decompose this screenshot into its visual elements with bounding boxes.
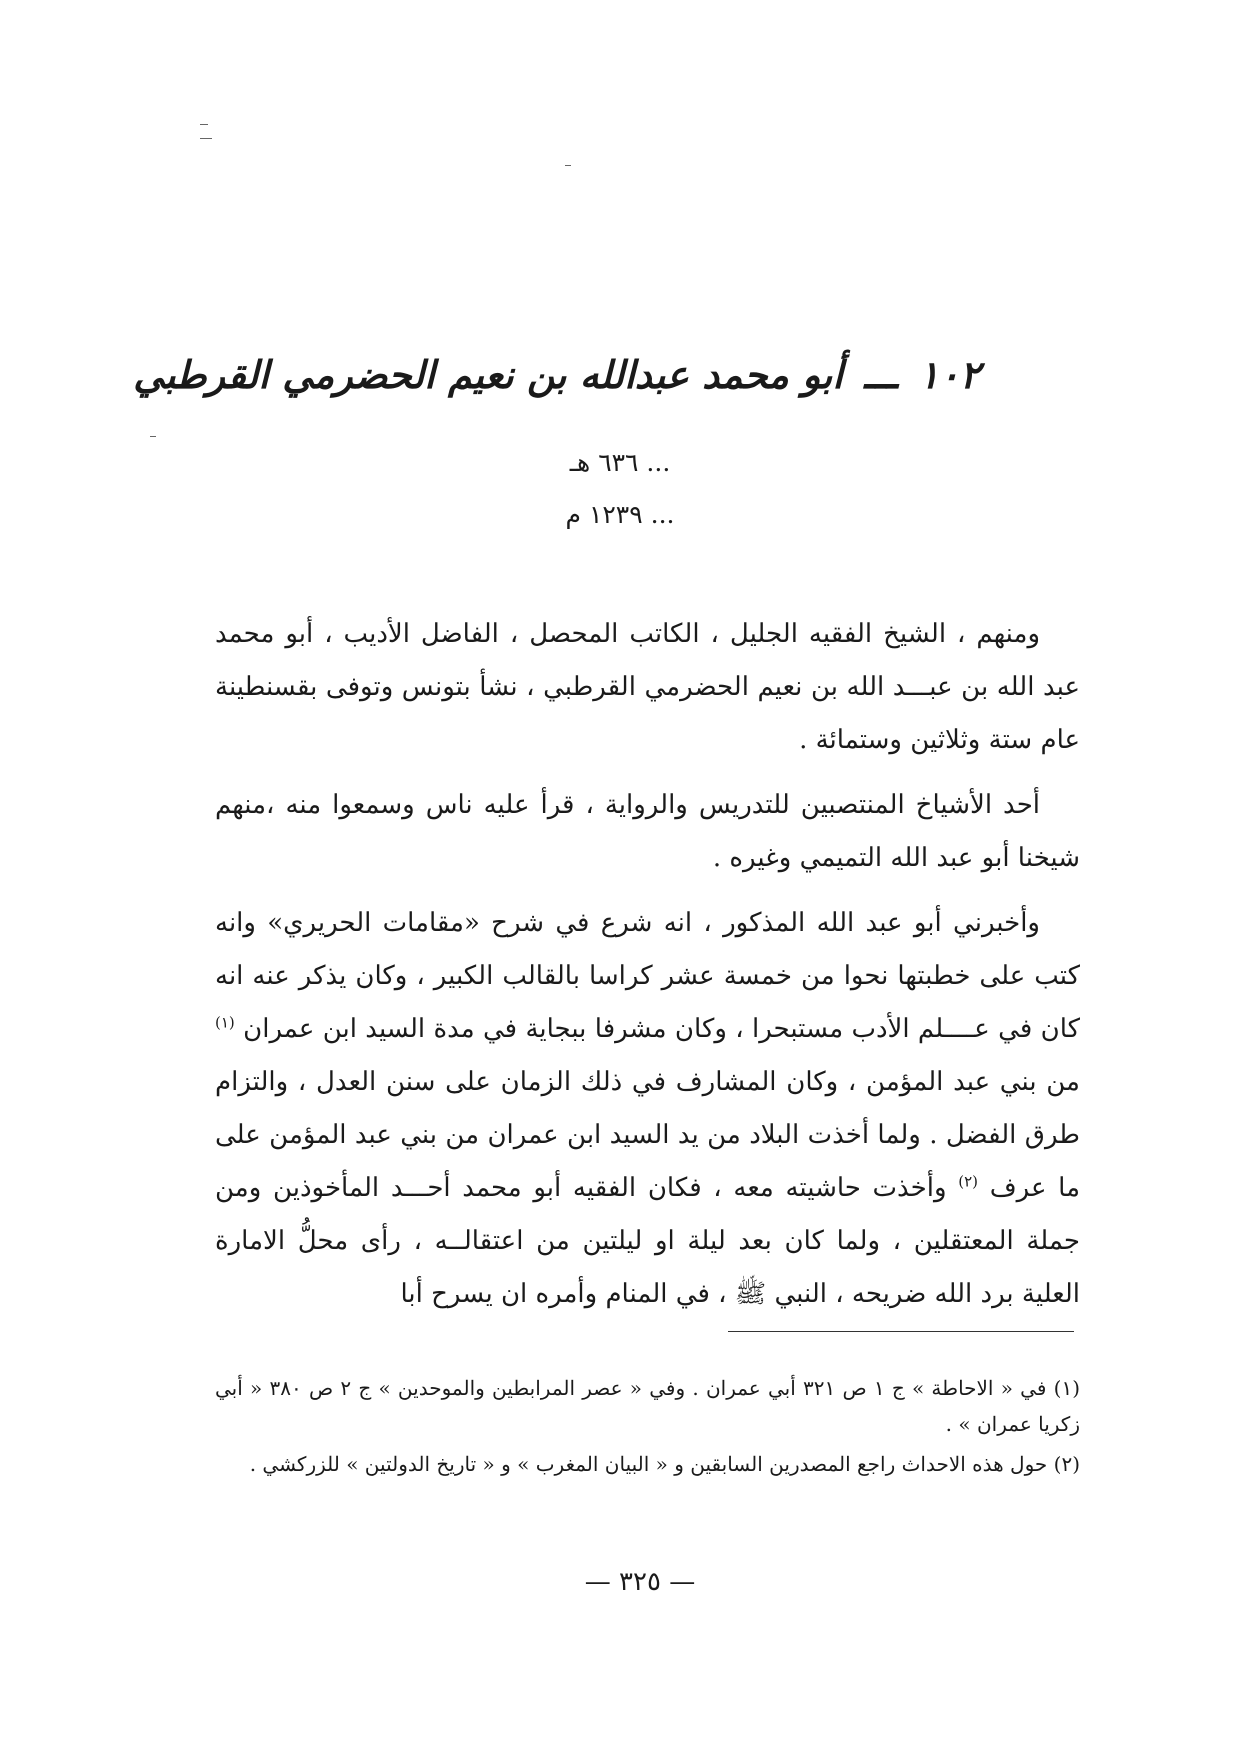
footnotes: [215, 1370, 1080, 1486]
paragraph-text: وأخبرني أبو عبد الله المذكور ، انه شرع في شرح «مقامات الحريري» وانه كتب على خطبتها نحوا من خمسة عشر كراسا بالقالب الكبير ، وكان يذكر عنه انه كان في عــــلم الأدب مستبحرا ، وكان مشرفا ببجاية في مدة السيد ابن عمران: [215, 908, 1081, 1044]
entry-heading: [133, 352, 980, 398]
footnote-ref-2: (٢): [958, 1172, 978, 1191]
entry-name: أبو محمد عبدالله بن نعيم الحضرمي القرطبي: [133, 352, 843, 397]
heading-dash: ـــ: [864, 352, 898, 397]
paragraph: أحد الأشياخ المنتصبين للتدريس والرواية ، قرأ عليه ناس وسمعوا منه ،منهم شيخنا أبو عبد الله التميمي وغيره .: [215, 790, 1080, 873]
hijri-date: ... ٦٣٦ هـ: [569, 448, 671, 477]
paragraph: ومنهم ، الشيخ الفقيه الجليل ، الكاتب المحصل ، الفاضل الأديب ، أبو محمد عبد الله بن عبـــد الله بن نعيم الحضرمي القرطبي ، نشأ بتونس وتوفى بقسنطينة عام ستة وثلاثين وستمائة .: [215, 619, 1080, 755]
paragraph-text: وأخذت حاشيته معه ، فكان الفقيه أبو محمد أحـــد المأخوذين ومن جملة المعتقلين ، ولما كان بعد ليلة او ليلتين من اعتقالــه ، رأى محلُّ الامارة العلية برد الله ضريحه ، النبي ﷺ ، في المنام وأمره ان يسرح أبا: [215, 1173, 1080, 1309]
footnote-ref-1: (١): [215, 1013, 235, 1032]
footnote-separator: [728, 1331, 1074, 1332]
page-number: — ٣٢٥ —: [584, 1567, 696, 1597]
scan-speck: [565, 165, 571, 166]
paragraph: [215, 897, 1080, 1321]
footnote: (٢) حول هذه الاحداث راجع المصدرين السابقين و « البيان المغرب » و « تاريخ الدولتين » للزركشي .: [249, 1452, 1080, 1476]
scan-speck: [150, 436, 156, 437]
body-text: [215, 608, 1080, 1333]
footnote: (١) في « الاحاطة » ج ١ ص ٣٢١ أبي عمران . وفي « عصر المرابطين والموحدين » ج ٢ ص ٣٨٠ « أبي زكريا عمران » .: [215, 1376, 1080, 1436]
paragraph-text: من بني عبد المؤمن ، وكان المشارف في ذلك الزمان على سنن العدل ، والتزام طرق الفضل . ولما أخذت البلاد من يد السيد ابن عمران من بني عبد المؤمن على ما عرف: [215, 1067, 1081, 1203]
gregorian-date: ... ١٢٣٩ م: [565, 500, 675, 529]
entry-number: ١٠٢: [918, 352, 980, 397]
scan-speck: [200, 124, 208, 125]
scan-speck: [200, 138, 212, 139]
